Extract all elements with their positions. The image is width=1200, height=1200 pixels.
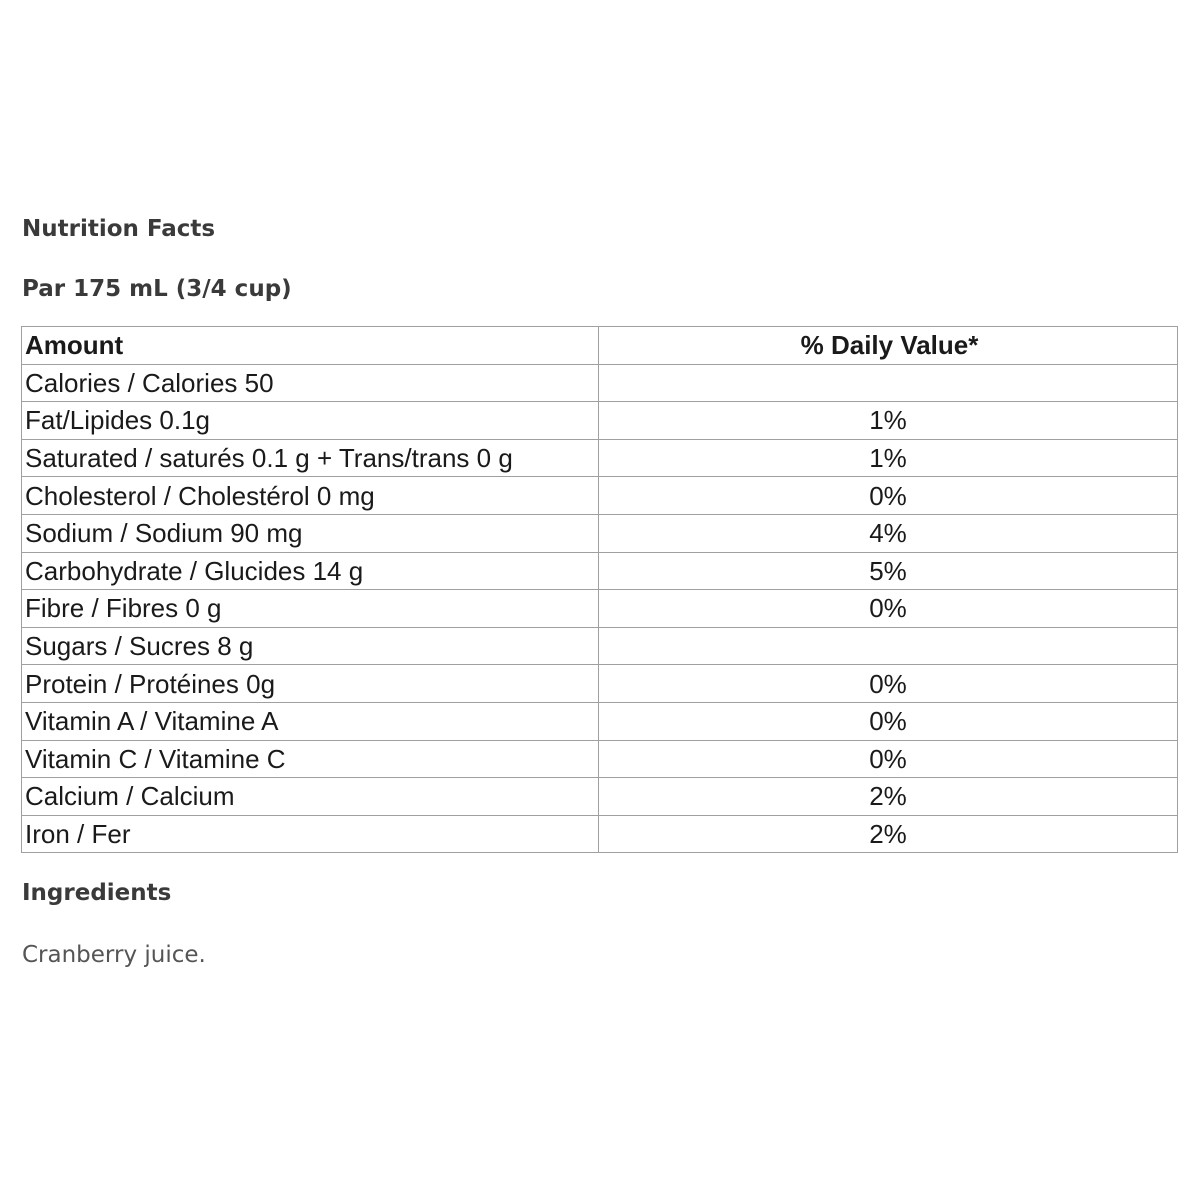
daily-value-cell: 0% xyxy=(599,740,1178,778)
table-row xyxy=(22,364,1178,402)
table-row xyxy=(22,815,1178,853)
daily-value-cell: 0% xyxy=(599,477,1178,515)
table-row xyxy=(22,778,1178,816)
daily-value-cell: 1% xyxy=(599,402,1178,440)
nutrient-cell: Vitamin A / Vitamine A xyxy=(22,702,599,740)
nutrient-cell: Fat/Lipides 0.1g xyxy=(22,402,599,440)
nutrient-cell: Saturated / saturés 0.1 g + Trans/trans 0 g xyxy=(22,439,599,477)
daily-value-cell: 0% xyxy=(599,590,1178,628)
daily-value-header: % Daily Value* xyxy=(599,327,1178,365)
daily-value-cell: 0% xyxy=(599,702,1178,740)
nutrition-table xyxy=(21,326,1178,853)
daily-value-cell xyxy=(599,627,1178,665)
table-row xyxy=(22,402,1178,440)
nutrient-cell: Vitamin C / Vitamine C xyxy=(22,740,599,778)
table-row xyxy=(22,740,1178,778)
daily-value-cell: 5% xyxy=(599,552,1178,590)
table-row xyxy=(22,702,1178,740)
daily-value-cell: 1% xyxy=(599,439,1178,477)
table-row xyxy=(22,514,1178,552)
nutrient-cell: Cholesterol / Cholestérol 0 mg xyxy=(22,477,599,515)
daily-value-cell: 0% xyxy=(599,665,1178,703)
table-row xyxy=(22,439,1178,477)
serving-size: Par 175 mL (3/4 cup) xyxy=(22,276,292,302)
table-row xyxy=(22,477,1178,515)
nutrient-cell: Sodium / Sodium 90 mg xyxy=(22,514,599,552)
nutrient-cell: Iron / Fer xyxy=(22,815,599,853)
nutrient-cell: Sugars / Sucres 8 g xyxy=(22,627,599,665)
ingredients-text: Cranberry juice. xyxy=(22,942,206,968)
daily-value-cell: 4% xyxy=(599,514,1178,552)
daily-value-cell: 2% xyxy=(599,815,1178,853)
nutrient-cell: Calcium / Calcium xyxy=(22,778,599,816)
daily-value-cell xyxy=(599,364,1178,402)
table-row xyxy=(22,665,1178,703)
table-header-row xyxy=(22,327,1178,365)
nutrition-facts-title: Nutrition Facts xyxy=(22,216,216,242)
table-row xyxy=(22,552,1178,590)
table-row xyxy=(22,590,1178,628)
nutrient-cell: Fibre / Fibres 0 g xyxy=(22,590,599,628)
nutrient-cell: Protein / Protéines 0g xyxy=(22,665,599,703)
nutrient-cell: Carbohydrate / Glucides 14 g xyxy=(22,552,599,590)
nutrient-cell: Calories / Calories 50 xyxy=(22,364,599,402)
daily-value-cell: 2% xyxy=(599,778,1178,816)
ingredients-heading: Ingredients xyxy=(22,880,172,906)
amount-header: Amount xyxy=(22,327,599,365)
table-row xyxy=(22,627,1178,665)
